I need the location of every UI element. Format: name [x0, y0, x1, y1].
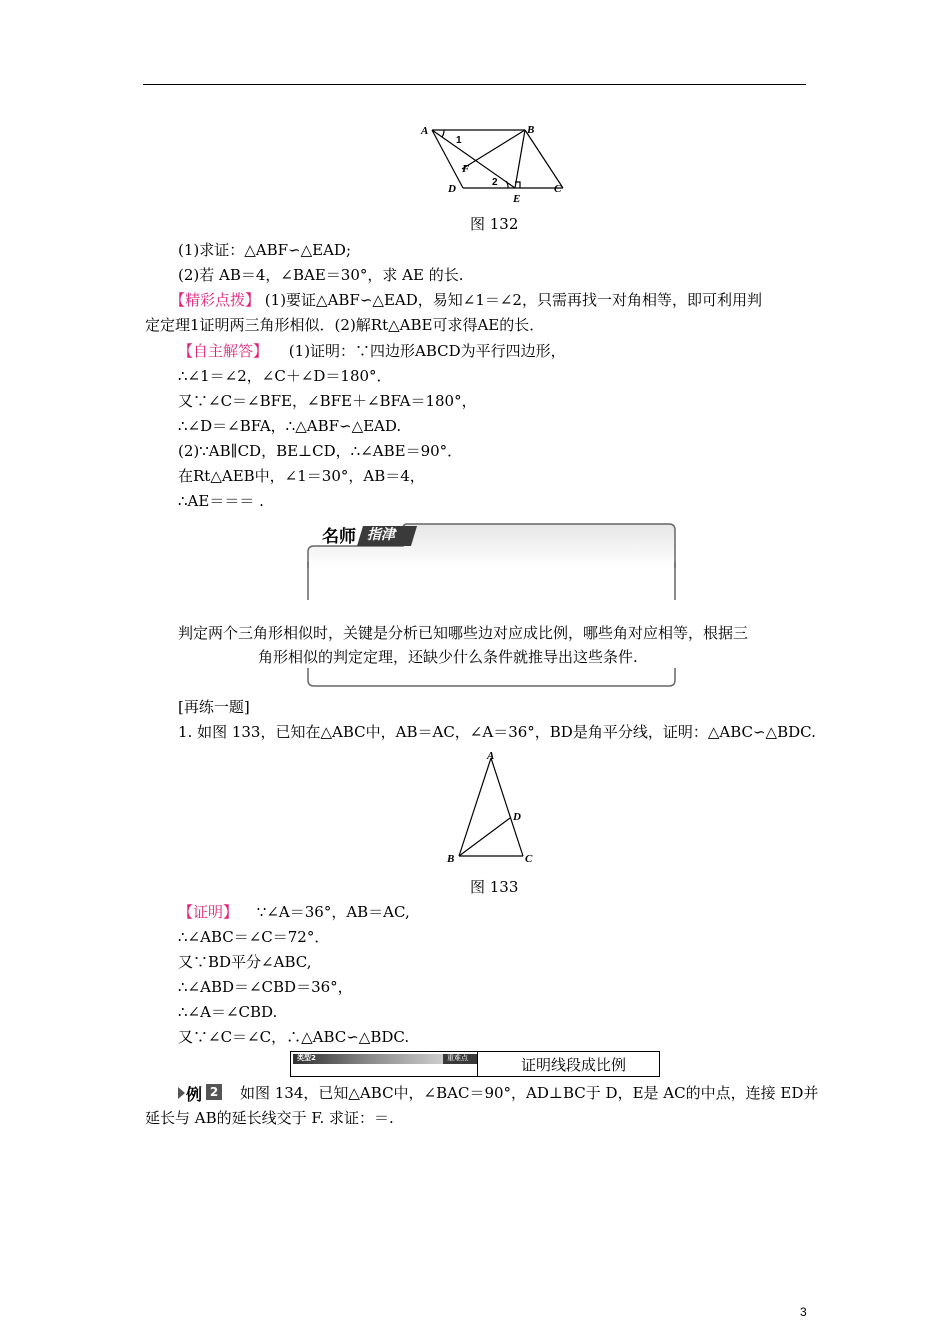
teacher-box-line-1: 判定两个三角形相似时，关键是分析已知哪些边对应成比例，哪些角对应相等，根据三 [178, 624, 749, 642]
solution-line-2: ∴∠1＝∠2，∠C＋∠D＝180°． [178, 367, 392, 385]
practice-heading: [再练一题] [178, 698, 250, 716]
proof-line-5: ∴∠A＝∠CBD. [178, 1003, 278, 1021]
proof-tag: 【证明】 [178, 903, 239, 921]
solution-line-4: ∴∠D＝∠BFA，∴△ABF∽△EAD. [178, 417, 402, 435]
type-banner-tag: 类型2 [297, 1054, 316, 1062]
solution-line-5: (2)∵AB∥CD，BE⊥CD，∴∠ABE＝90°． [178, 442, 463, 460]
fig132-label-a: A [421, 125, 429, 137]
page-number: 3 [800, 1305, 807, 1319]
fig132-label-d: D [448, 183, 456, 195]
solution-tag: 【自主解答】 [178, 342, 269, 360]
fig132-label-b: B [527, 124, 535, 136]
example2-line-1: 如图 134，已知△ABC中，∠BAC＝90°，AD⊥BC于 D，E是 AC的中点，连接 ED并 [240, 1084, 819, 1102]
proof-text-first: ∵∠A＝36°，AB＝AC, [256, 903, 410, 921]
proof-line-3: 又∵BD平分∠ABC, [178, 953, 312, 971]
fig132-angle-1: 1 [456, 135, 462, 146]
fig133-label-c: C [525, 853, 533, 865]
fig132-label-f: F [462, 163, 470, 175]
example2-num: 2 [206, 1084, 222, 1100]
fig132-label-e: E [513, 193, 521, 205]
solution-line-1 [178, 341, 566, 361]
practice-question: 1. 如图 133，已知在△ABC中，AB＝AC，∠A＝36°，BD是角平分线，证明：△ABC∽△BDC. [178, 723, 816, 741]
teacher-box-title-left: 名师 [322, 527, 356, 547]
solution-line-3: 又∵∠C＝∠BFE，∠BFE＋∠BFA＝180°， [178, 392, 477, 410]
teacher-box-line-2: 角形相似的判定定理，还缺少什么条件就推导出这些条件. [258, 648, 638, 666]
proof-line-4: ∴∠ABD＝∠CBD＝36°， [178, 978, 353, 996]
figure-133 [445, 748, 545, 868]
problem-part-1: (1)求证：△ABF∽△EAD; [178, 241, 352, 259]
proof-line-2: ∴∠ABC＝∠C＝72°． [178, 928, 330, 946]
solution-line-6: 在Rt△AEB中，∠1＝30°，AB＝4， [178, 467, 425, 485]
fig133-label-d: D [513, 811, 521, 823]
fig133-label-a: A [487, 750, 495, 762]
hint-line-2: 定定理1证明两三角形相似．(2)解Rt△ABE可求得AE的长． [145, 316, 545, 334]
fig132-label-c: C [554, 183, 562, 195]
hint-line-1 [170, 290, 762, 310]
example2-arrow-icon [178, 1087, 185, 1099]
figure-133-caption: 图 133 [470, 878, 519, 896]
problem-part-2: (2)若 AB＝4，∠BAE＝30°，求 AE 的长. [178, 266, 464, 284]
example2-line-2: 延长与 AB的延长线交于 F. 求证：＝. [145, 1109, 394, 1127]
type-banner-divider [477, 1052, 478, 1076]
teacher-box-title-right: 指津 [367, 527, 395, 543]
type-banner-subtag: 重难点 [447, 1054, 468, 1062]
figure-132 [418, 120, 568, 210]
solution-text-0: (1)证明：∵四边形ABCD为平行四边形， [288, 342, 566, 360]
type-banner [290, 1051, 660, 1077]
hint-text-1: (1)要证△ABF∽△EAD，易知∠1＝∠2，只需再找一对角相等，即可利用判 [264, 291, 762, 309]
header-rule [143, 84, 806, 85]
fig133-label-b: B [447, 853, 455, 865]
type-banner-title: 证明线段成比例 [521, 1056, 627, 1074]
solution-line-7: ∴AE＝＝＝ . [178, 492, 264, 510]
example2-tag-icon [178, 1083, 224, 1102]
example2-tag: 例 [186, 1085, 203, 1104]
hint-tag: 【精彩点拨】 [170, 291, 261, 309]
proof-line-1 [178, 902, 410, 922]
figure-132-caption: 图 132 [470, 215, 519, 233]
proof-line-6: 又∵∠C＝∠C，∴△ABC∽△BDC. [178, 1028, 410, 1046]
fig132-angle-2: 2 [492, 177, 498, 188]
